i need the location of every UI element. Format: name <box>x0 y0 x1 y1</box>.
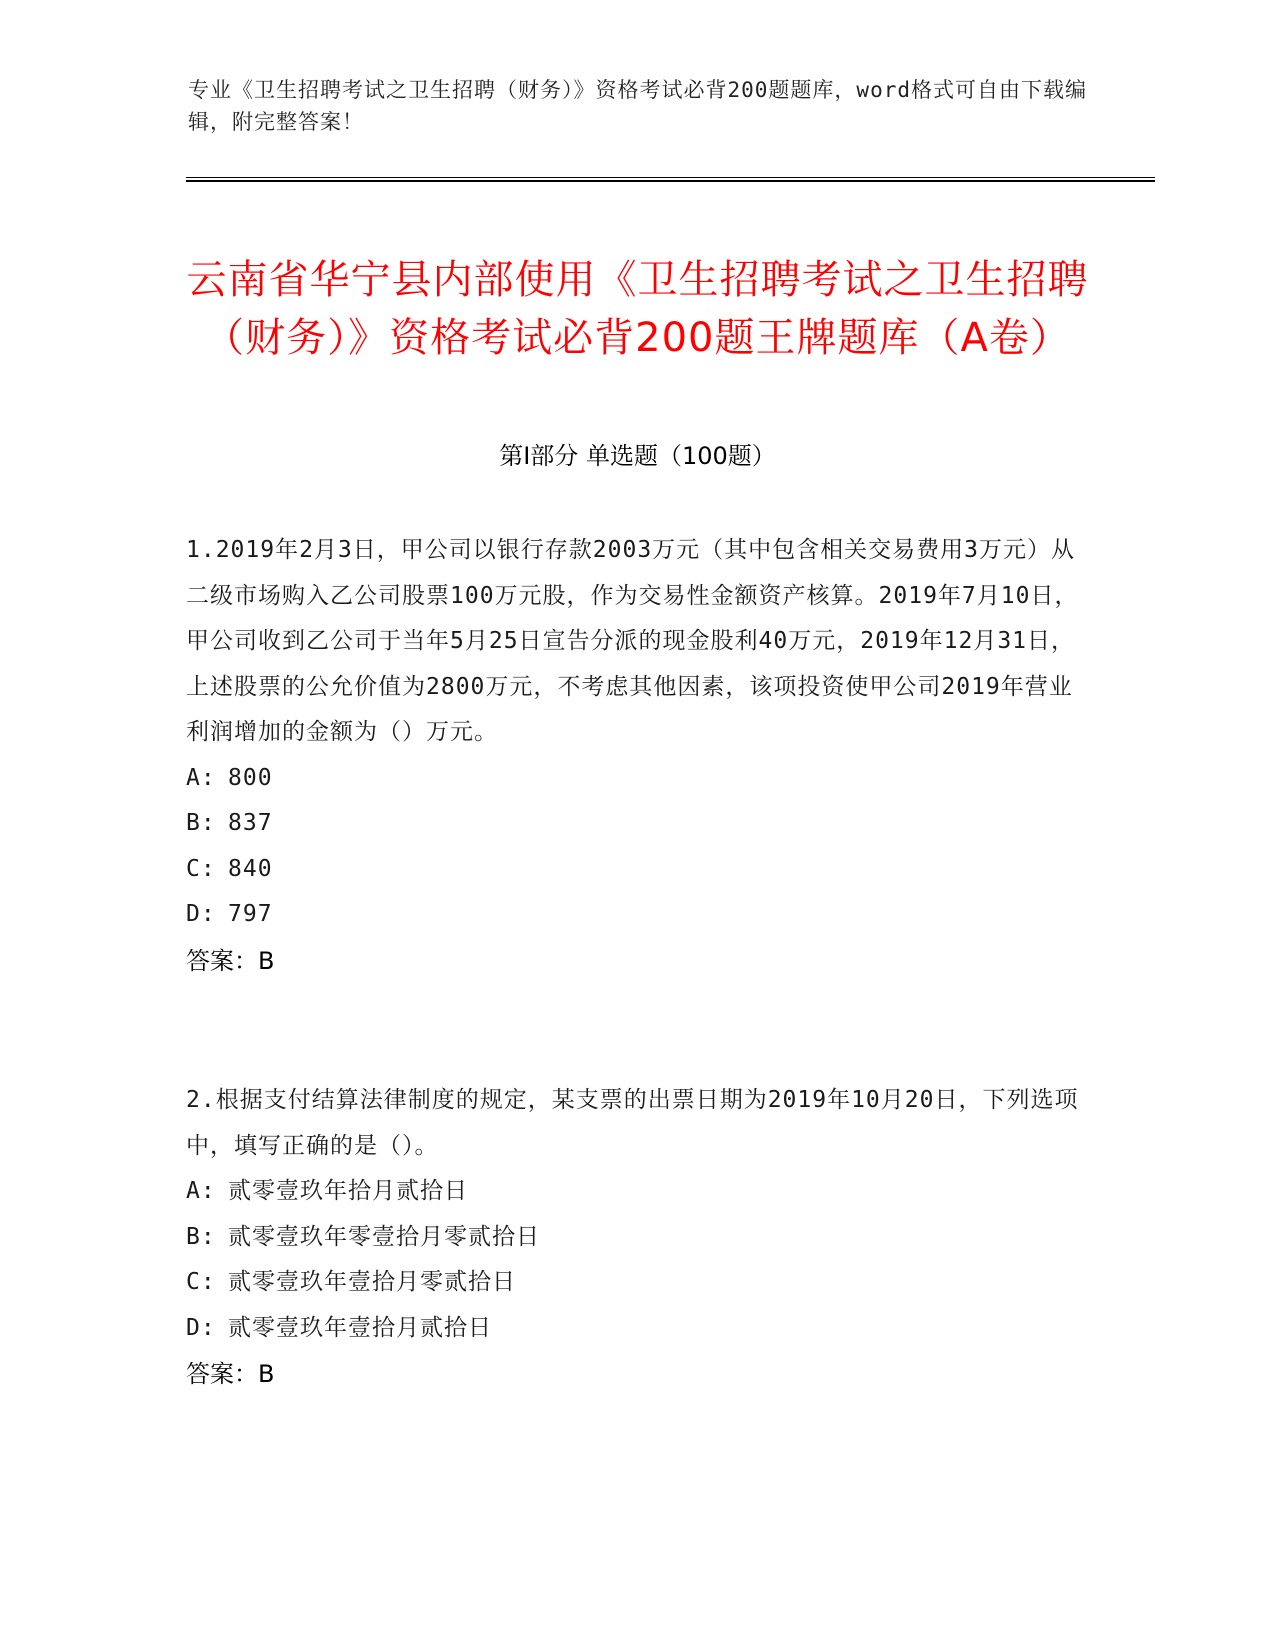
option-letter: B: <box>186 810 216 836</box>
question-1 <box>186 528 1086 984</box>
option-list <box>186 756 1086 938</box>
section-heading: 第I部分 单选题（100题） <box>499 442 776 470</box>
option-d <box>186 1306 1086 1352</box>
option-text: 840 <box>228 855 273 882</box>
option-letter: D: <box>186 901 216 927</box>
option-text: 贰零壹玖年壹拾月零贰拾日 <box>228 1269 516 1295</box>
option-b <box>186 801 1086 847</box>
option-letter: D: <box>186 1314 216 1341</box>
answer-line: 答案：B <box>186 946 275 975</box>
option-text: 837 <box>228 810 273 836</box>
divider-thick-line <box>186 180 1155 182</box>
option-d <box>186 892 1086 938</box>
option-letter: A: <box>186 764 216 791</box>
option-c <box>186 1260 1086 1306</box>
option-text: 贰零壹玖年拾月贰拾日 <box>228 1178 468 1204</box>
option-text: 贰零壹玖年零壹拾月零贰拾日 <box>228 1223 540 1250</box>
option-list <box>186 1169 1086 1351</box>
question-stem: 2.根据支付结算法律制度的规定，某支票的出票日期为2019年10月20日，下列选项中，填写正确的是（）。 <box>186 1087 1079 1159</box>
header-divider <box>186 177 1155 182</box>
document-title: 云南省华宁县内部使用《卫生招聘考试之卫生招聘（财务）》资格考试必背200题王牌题库（A卷） <box>186 256 1089 361</box>
question-stem: 1.2019年2月3日，甲公司以银行存款2003万元（其中包含相关交易费用3万元）从二级市场购入乙公司股票100万元股，作为交易性金额资产核算。2019年7月10日，甲公司收到乙公司于当年5月25日宣告分派的现金股利40万元，2019年12月31日，上述股票的公允价值为2800万元，不考虑其他因素，该项投资使甲公司2019年营业利润增加的金额为（）万元。 <box>186 537 1079 745</box>
option-letter: B: <box>186 1223 216 1250</box>
option-letter: C: <box>186 855 216 882</box>
option-text: 800 <box>228 764 273 791</box>
option-a <box>186 756 1086 802</box>
option-text: 797 <box>228 901 273 927</box>
option-b <box>186 1215 1086 1261</box>
option-a <box>186 1169 1086 1215</box>
option-text: 贰零壹玖年壹拾月贰拾日 <box>228 1314 492 1341</box>
option-c <box>186 847 1086 893</box>
option-letter: A: <box>186 1178 216 1204</box>
divider-thin-line <box>186 177 1155 178</box>
answer-line: 答案：B <box>186 1360 275 1388</box>
question-2 <box>186 1078 1086 1397</box>
option-letter: C: <box>186 1269 216 1295</box>
header-note: 专业《卫生招聘考试之卫生招聘（财务）》资格考试必背200题题库，word格式可自由下载编辑，附完整答案！ <box>188 78 1087 134</box>
